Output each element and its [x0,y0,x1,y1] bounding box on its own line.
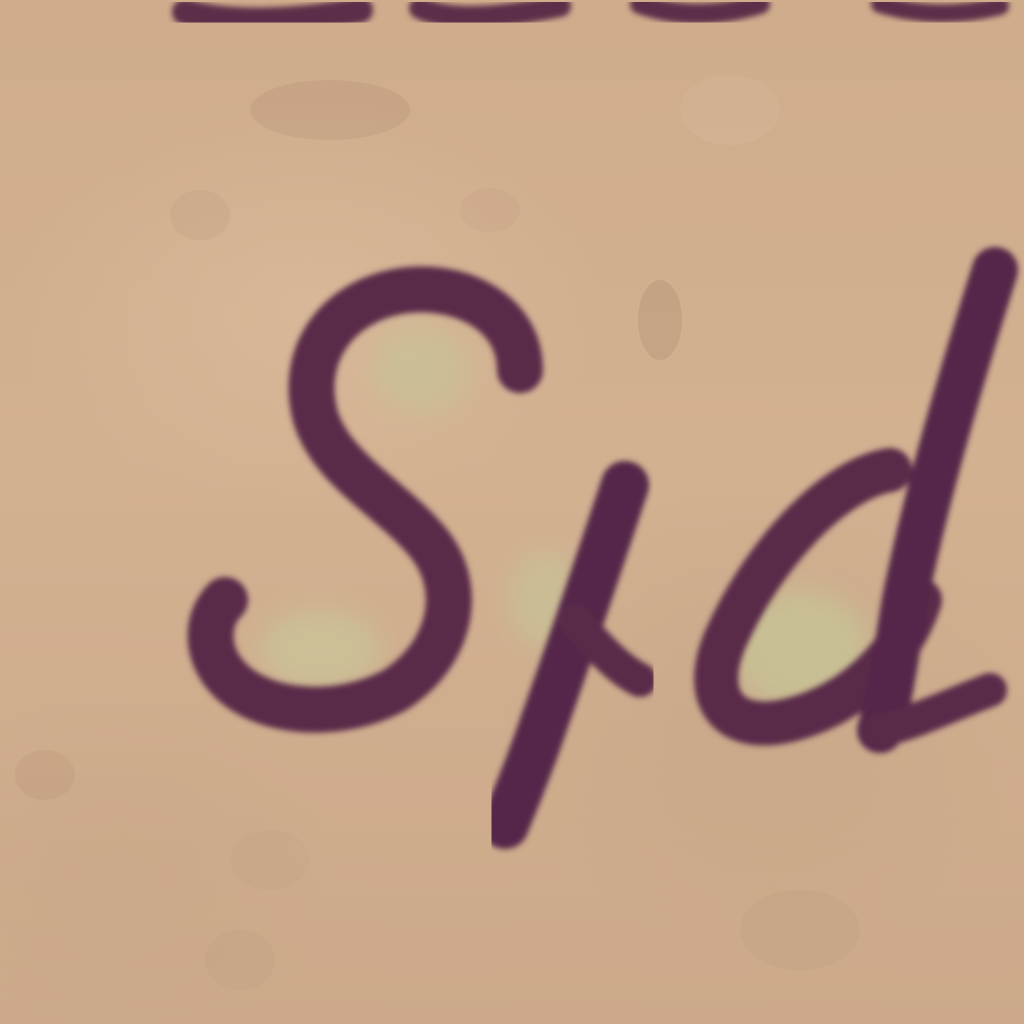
previous-line-fragment [185,4,1000,20]
letter-y [505,485,640,825]
